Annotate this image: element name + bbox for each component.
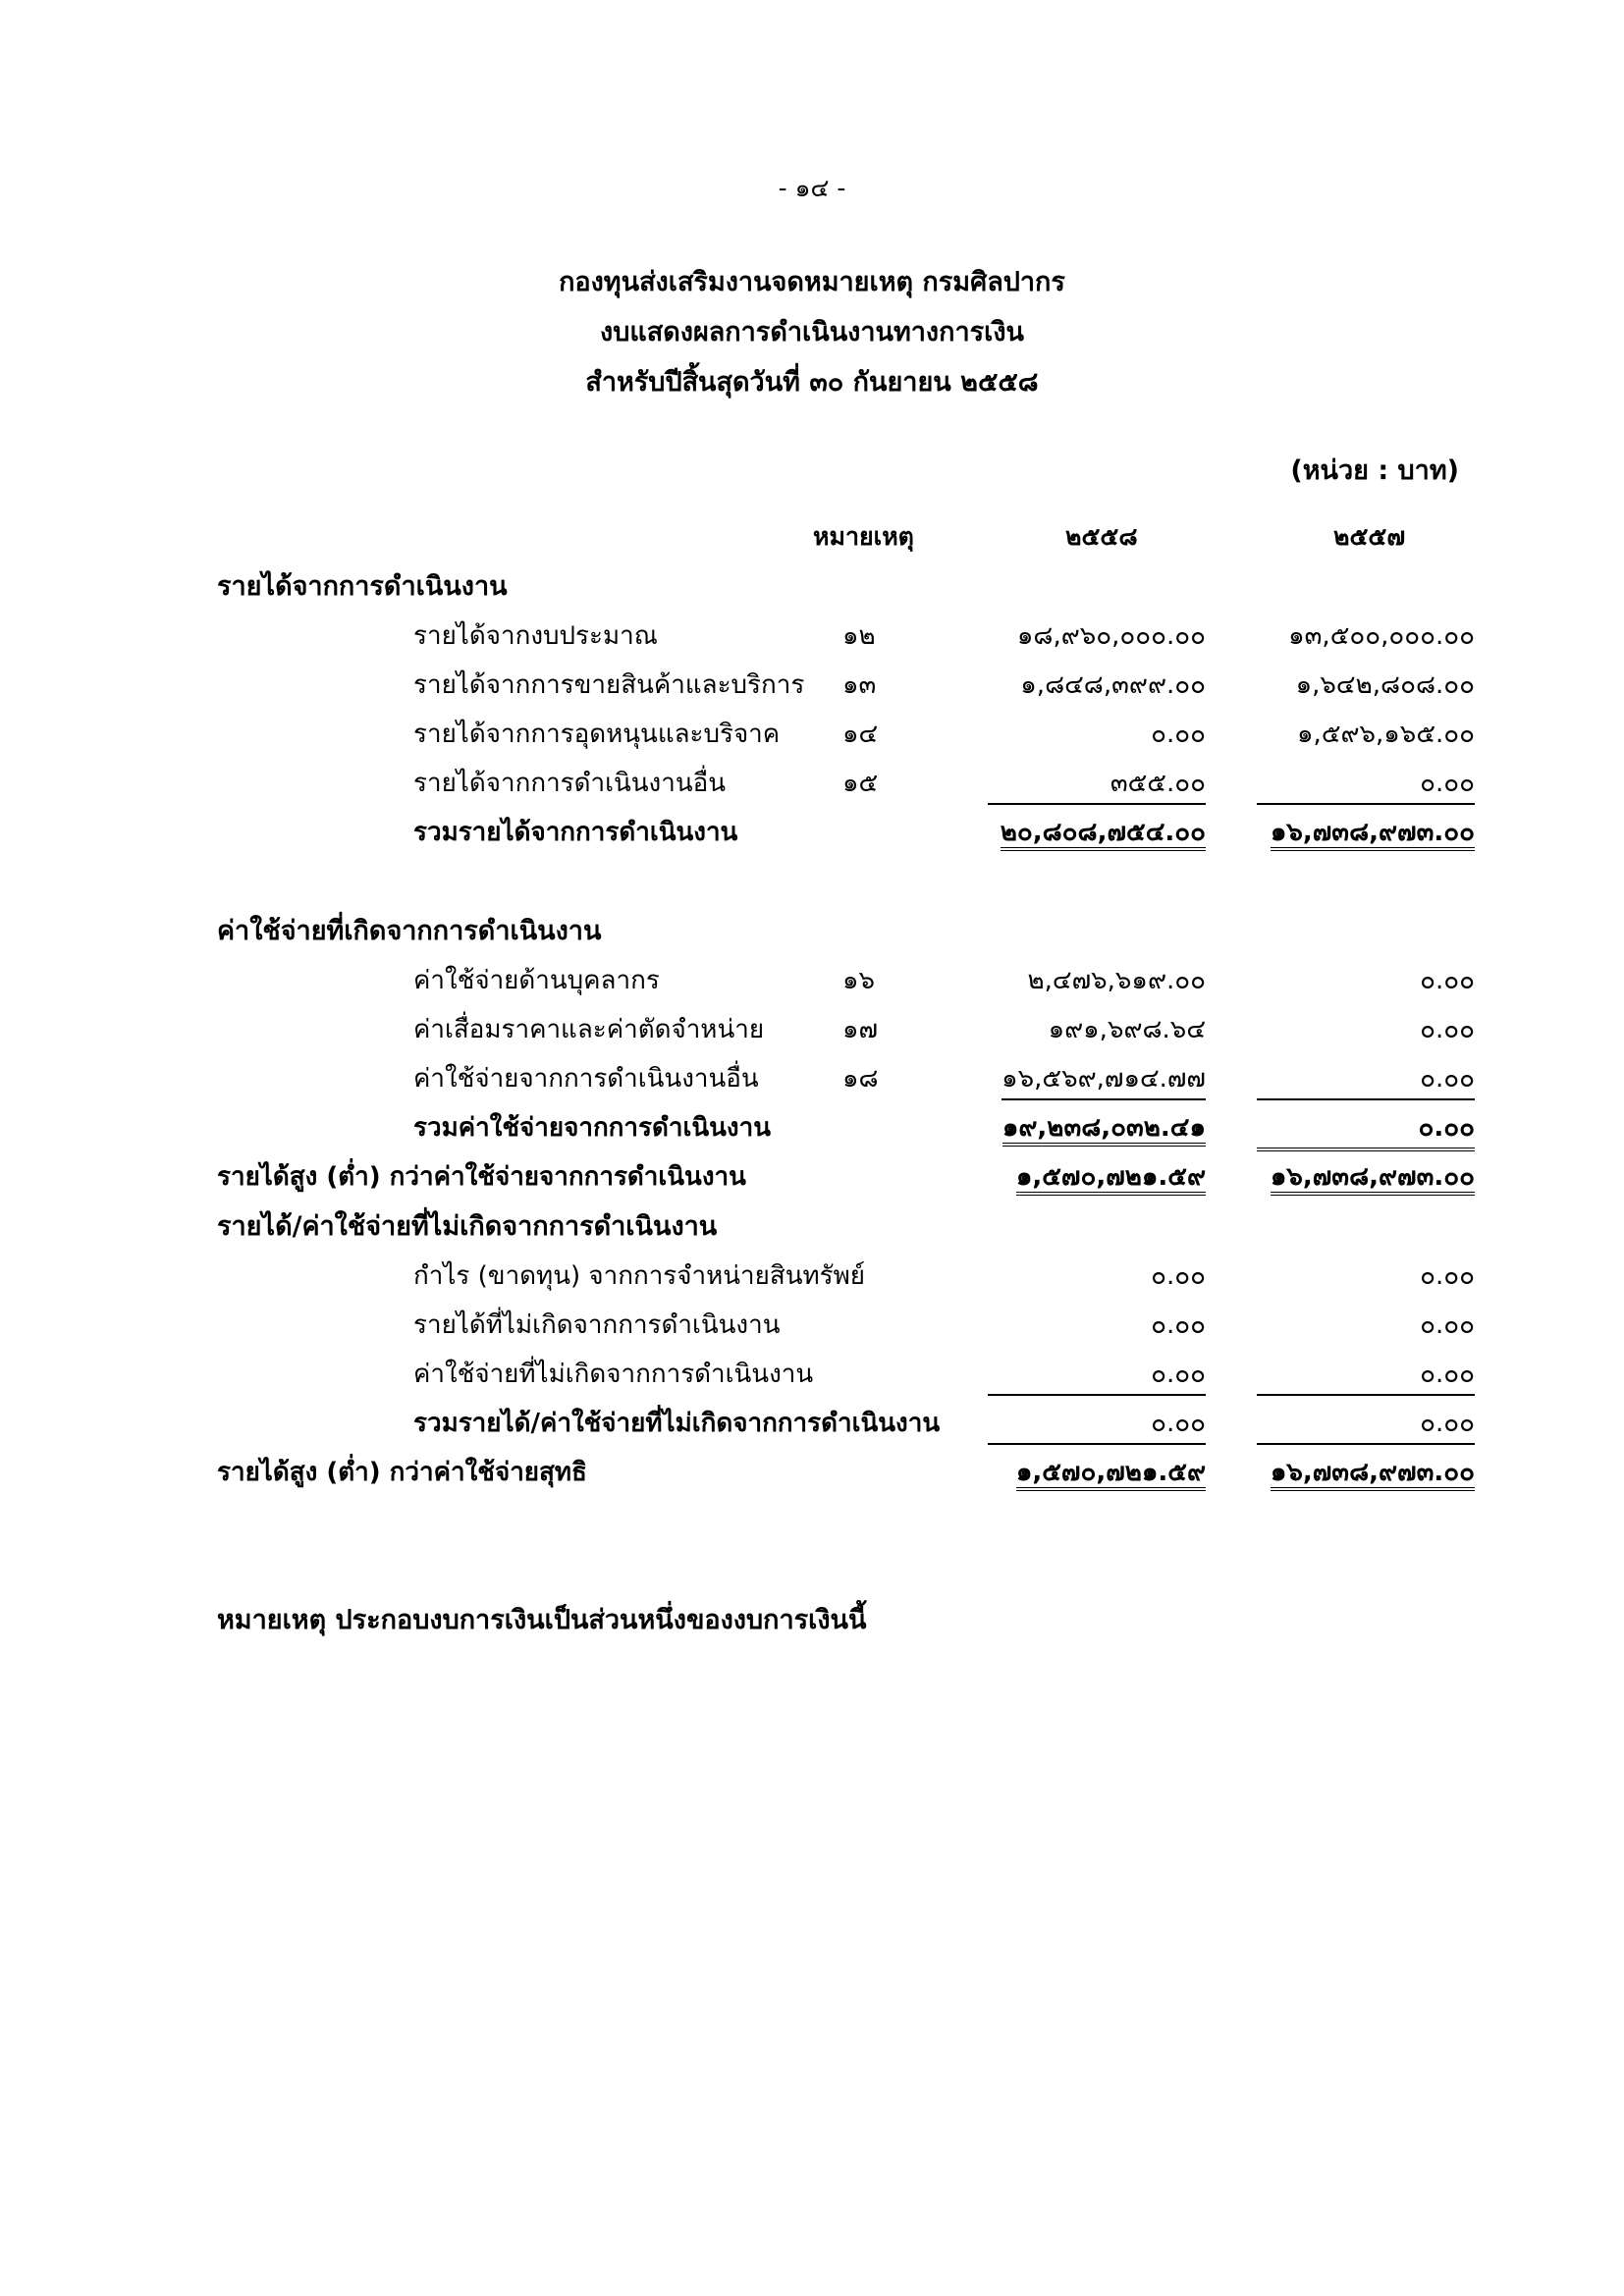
row-label: รายได้จากการดำเนินงานอื่น <box>413 769 727 798</box>
row-label: รายได้จากงบประมาณ <box>413 621 658 651</box>
section-operating-expense: ค่าใช้จ่ายที่เกิดจากการดำเนินงาน <box>217 916 602 946</box>
row-label: รายได้ที่ไม่เกิดจากการดำเนินงาน <box>413 1310 781 1340</box>
table-row <box>0 960 1624 1009</box>
row-value-2557: ๐.๐๐ <box>1257 1403 1475 1445</box>
row-label: รายได้จากการอุดหนุนและบริจาค <box>413 720 781 749</box>
row-value-2558: ๑,๕๗๐,๗๒๑.๕๙ <box>1016 1162 1206 1196</box>
column-header-year-2558: ๒๕๕๘ <box>1065 522 1138 551</box>
row-value-2557: ๑๓,๕๐๐,๐๐๐.๐๐ <box>1288 621 1475 651</box>
unit-label: (หน่วย : บาท) <box>1290 455 1459 486</box>
table-row-total <box>0 812 1624 861</box>
section-operating-revenue: รายได้จากการดำเนินงาน <box>217 571 508 602</box>
table-row <box>0 1009 1624 1058</box>
row-value-2558: ๑,๕๗๐,๗๒๑.๕๙ <box>1016 1458 1206 1491</box>
row-label: ค่าเสื่อมราคาและค่าตัดจำหน่าย <box>413 1015 765 1044</box>
column-header-note: หมายเหตุ <box>813 522 914 551</box>
row-label: รายได้สูง (ต่ำ) กว่าค่าใช้จ่ายสุทธิ <box>217 1458 587 1487</box>
row-value-2557: ๑๖,๗๓๘,๙๗๓.๐๐ <box>1271 818 1475 851</box>
org-title: กองทุนส่งเสริมงานจดหมายเหตุ กรมศิลปากร <box>559 267 1065 297</box>
table-row-net <box>0 1452 1624 1501</box>
row-value-2558: ๒๐,๘๐๘,๗๕๔.๐๐ <box>1001 818 1206 851</box>
table-row <box>0 1305 1624 1354</box>
table-row <box>0 665 1624 714</box>
row-value-2557: ๐.๐๐ <box>1257 763 1475 805</box>
row-label: กำไร (ขาดทุน) จากการจำหน่ายสินทรัพย์ <box>413 1261 865 1291</box>
row-note: ๑๓ <box>842 670 877 700</box>
footnote: หมายเหตุ ประกอบงบการเงินเป็นส่วนหนึ่งของงบการเงินนี้ <box>217 1605 867 1635</box>
row-value-2558: ๐.๐๐ <box>1151 1310 1206 1340</box>
row-note: ๑๘ <box>842 1064 879 1094</box>
row-note: ๑๖ <box>842 966 876 995</box>
table-row <box>0 714 1624 763</box>
row-label: รวมรายได้/ค่าใช้จ่ายที่ไม่เกิดจากการดำเนินงาน <box>413 1409 941 1438</box>
row-value-2557: ๐.๐๐ <box>1257 1058 1475 1100</box>
row-value-2558: ๐.๐๐ <box>1151 720 1206 749</box>
row-value-2558: ๑๙๑,๖๙๘.๖๔ <box>1048 1015 1206 1044</box>
table-row <box>0 1354 1624 1403</box>
row-note: ๑๕ <box>842 769 879 798</box>
row-note: ๑๒ <box>842 621 876 651</box>
row-note: ๑๗ <box>842 1015 879 1044</box>
row-label: รายได้จากการขายสินค้าและบริการ <box>413 670 805 700</box>
table-row-total <box>0 1403 1624 1452</box>
row-value-2558: ๓๕๕.๐๐ <box>988 763 1206 805</box>
row-value-2557: ๐.๐๐ <box>1420 1261 1475 1291</box>
row-label: รายได้สูง (ต่ำ) กว่าค่าใช้จ่ายจากการดำเนินงาน <box>217 1162 746 1192</box>
row-value-2558: ๐.๐๐ <box>1151 1261 1206 1291</box>
table-row-total <box>0 1107 1624 1156</box>
row-label: รวมรายได้จากการดำเนินงาน <box>413 818 738 847</box>
row-value-2558: ๑๙,๒๓๘,๐๓๒.๔๑ <box>1002 1113 1206 1147</box>
row-label: ค่าใช้จ่ายจากการดำเนินงานอื่น <box>413 1064 759 1094</box>
section-non-operating: รายได้/ค่าใช้จ่ายที่ไม่เกิดจากการดำเนินงาน <box>217 1211 718 1242</box>
row-value-2557: ๑,๕๙๖,๑๖๕.๐๐ <box>1297 720 1475 749</box>
page-number: - ๑๔ - <box>778 174 846 202</box>
table-row <box>0 1058 1624 1107</box>
row-value-2557: ๐.๐๐ <box>1257 1107 1475 1151</box>
row-value-2557: ๑,๖๔๒,๘๐๘.๐๐ <box>1295 670 1475 700</box>
row-value-2558: ๐.๐๐ <box>988 1403 1206 1445</box>
row-value-2557: ๐.๐๐ <box>1420 1015 1475 1044</box>
table-row <box>0 615 1624 665</box>
row-value-2558: ๑,๘๔๘,๓๙๙.๐๐ <box>1020 670 1206 700</box>
table-row <box>0 763 1624 812</box>
row-value-2558: ๑๖,๕๖๙,๗๑๔.๗๗ <box>1001 1058 1206 1100</box>
table-row-subtotal <box>0 1156 1624 1205</box>
row-note: ๑๔ <box>842 720 879 749</box>
row-label: ค่าใช้จ่ายที่ไม่เกิดจากการดำเนินงาน <box>413 1360 814 1389</box>
statement-title: งบแสดงผลการดำเนินงานทางการเงิน <box>600 317 1024 347</box>
table-row <box>0 1255 1624 1305</box>
row-label: ค่าใช้จ่ายด้านบุคลากร <box>413 966 660 995</box>
row-value-2558: ๐.๐๐ <box>988 1354 1206 1396</box>
row-value-2557: ๑๖,๗๓๘,๙๗๓.๐๐ <box>1271 1162 1475 1196</box>
row-value-2558: ๒,๔๗๖,๖๑๙.๐๐ <box>1027 966 1206 995</box>
row-label: รวมค่าใช้จ่ายจากการดำเนินงาน <box>413 1113 771 1143</box>
row-value-2558: ๑๘,๙๖๐,๐๐๐.๐๐ <box>1016 621 1206 651</box>
row-value-2557: ๐.๐๐ <box>1420 966 1475 995</box>
row-value-2557: ๐.๐๐ <box>1420 1310 1475 1340</box>
row-value-2557: ๐.๐๐ <box>1257 1354 1475 1396</box>
period-title: สำหรับปีสิ้นสุดวันที่ ๓๐ กันยายน ๒๕๕๘ <box>585 367 1039 398</box>
column-header-year-2557: ๒๕๕๗ <box>1333 522 1406 551</box>
row-value-2557: ๑๖,๗๓๘,๙๗๓.๐๐ <box>1271 1458 1475 1491</box>
